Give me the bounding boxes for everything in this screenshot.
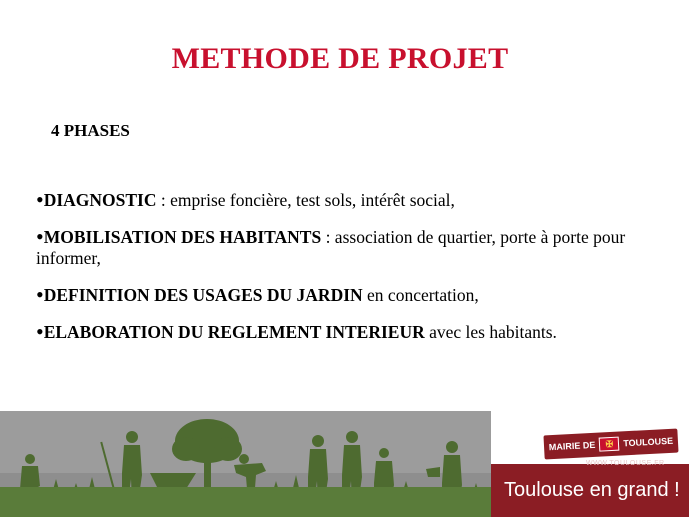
list-item xyxy=(36,187,676,212)
phase-description: avec les habitants. xyxy=(424,322,557,342)
phase-name: DEFINITION DES USAGES DU JARDIN xyxy=(43,285,363,305)
toulouse-cross-emblem-icon: ✠ xyxy=(599,437,620,452)
bullet-icon: • xyxy=(36,319,44,344)
mairie-label: MAIRIE DE xyxy=(548,439,596,453)
footer-illustration xyxy=(0,411,491,517)
slogan-text: Toulouse en grand ! xyxy=(504,479,680,501)
city-label: TOULOUSE xyxy=(623,435,674,449)
bullet-icon: • xyxy=(36,224,44,249)
gardeners-silhouette-illustration-icon xyxy=(0,411,491,517)
list-item xyxy=(36,319,676,344)
phase-description: en concertation, xyxy=(362,285,479,305)
bullet-icon: • xyxy=(36,187,44,212)
phase-name: ELABORATION DU REGLEMENT INTERIEUR xyxy=(43,322,425,342)
phase-name: MOBILISATION DES HABITANTS xyxy=(43,227,322,247)
bullet-icon: • xyxy=(36,282,44,307)
list-item xyxy=(36,282,676,307)
list-item xyxy=(36,224,676,269)
page-title: METHODE DE PROJET xyxy=(171,42,509,75)
phase-name: DIAGNOSTIC xyxy=(43,190,157,210)
phase-description: : emprise foncière, test sols, intérêt social, xyxy=(156,190,455,210)
website-text: WWW.TOULOUSE.FR xyxy=(586,460,665,467)
phase-description: : association de quartier, porte à porte pour informer, xyxy=(36,227,626,268)
phases-list xyxy=(36,187,676,359)
phases-subtitle: 4 PHASES xyxy=(51,121,130,140)
